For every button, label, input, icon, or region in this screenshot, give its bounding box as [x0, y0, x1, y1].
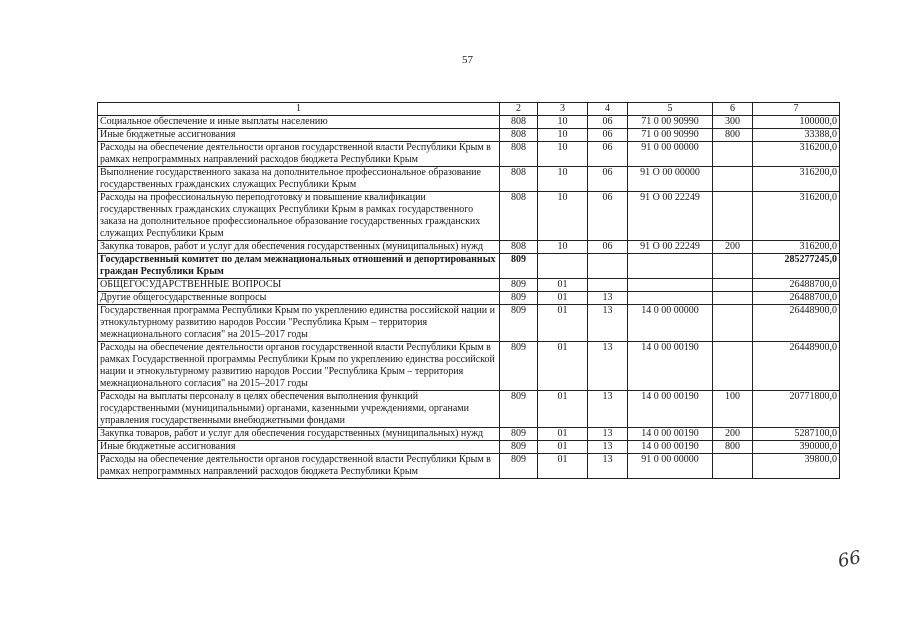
- row-name-cell: Расходы на обеспечение деятельности органов государственной власти Республики Крым в рамках Государственной программы Республики Крым по укреплению единства российской нации и этнокультурному развитию народов России "Республика Крым – территория межнационального согласия" на 2015–2017 годы: [98, 342, 500, 391]
- row-subsection-cell: 13: [588, 292, 628, 305]
- table-row: [98, 116, 840, 129]
- table-row: [98, 192, 840, 241]
- row-amount-cell: 39800,0: [753, 454, 840, 479]
- row-name-cell: Государственная программа Республики Крым по укреплению единства российской нации и этнокультурному развитию народов России "Республика Крым – территория межнационального согласия" на 2015–2017 годы: [98, 305, 500, 342]
- row-expense-type-cell: 100: [713, 391, 753, 428]
- row-expense-type-cell: 200: [713, 428, 753, 441]
- row-name-cell: Закупка товаров, работ и услуг для обеспечения государственных (муниципальных) нужд: [98, 428, 500, 441]
- row-expense-type-cell: [713, 454, 753, 479]
- row-expense-type-cell: [713, 305, 753, 342]
- row-subsection-cell: 06: [588, 167, 628, 192]
- row-amount-cell: 316200,0: [753, 241, 840, 254]
- table-row: [98, 305, 840, 342]
- handwritten-page-mark: 66: [836, 546, 863, 573]
- row-section-cell: 01: [538, 305, 588, 342]
- row-target-article-cell: 14 0 00 00190: [628, 391, 713, 428]
- row-admin-code-cell: 809: [500, 305, 538, 342]
- header-col-7: 7: [753, 103, 840, 116]
- row-amount-cell: 390000,0: [753, 441, 840, 454]
- header-col-5: 5: [628, 103, 713, 116]
- row-admin-code-cell: 808: [500, 167, 538, 192]
- row-amount-cell: 20771800,0: [753, 391, 840, 428]
- row-name-cell: Закупка товаров, работ и услуг для обеспечения государственных (муниципальных) нужд: [98, 241, 500, 254]
- table-row: [98, 342, 840, 391]
- row-admin-code-cell: 808: [500, 192, 538, 241]
- row-name-cell: Иные бюджетные ассигнования: [98, 441, 500, 454]
- row-section-cell: 01: [538, 391, 588, 428]
- row-target-article-cell: [628, 254, 713, 279]
- row-expense-type-cell: 800: [713, 129, 753, 142]
- row-section-cell: 10: [538, 241, 588, 254]
- budget-table: [97, 102, 840, 479]
- table-row: [98, 428, 840, 441]
- row-admin-code-cell: 808: [500, 142, 538, 167]
- row-subsection-cell: 06: [588, 142, 628, 167]
- row-admin-code-cell: 809: [500, 254, 538, 279]
- row-amount-cell: 26488700,0: [753, 279, 840, 292]
- header-col-4: 4: [588, 103, 628, 116]
- table-row: [98, 391, 840, 428]
- row-subsection-cell: [588, 254, 628, 279]
- row-target-article-cell: 91 О 00 00000: [628, 167, 713, 192]
- table-row: [98, 167, 840, 192]
- table-row: [98, 254, 840, 279]
- row-expense-type-cell: [713, 292, 753, 305]
- row-amount-cell: 316200,0: [753, 142, 840, 167]
- row-section-cell: 01: [538, 441, 588, 454]
- row-amount-cell: 100000,0: [753, 116, 840, 129]
- row-section-cell: 01: [538, 279, 588, 292]
- table-row: [98, 279, 840, 292]
- row-subsection-cell: 06: [588, 241, 628, 254]
- row-section-cell: 01: [538, 454, 588, 479]
- row-section-cell: 01: [538, 428, 588, 441]
- header-col-1: 1: [98, 103, 500, 116]
- row-admin-code-cell: 809: [500, 441, 538, 454]
- row-admin-code-cell: 809: [500, 454, 538, 479]
- row-admin-code-cell: 809: [500, 292, 538, 305]
- row-amount-cell: 26488700,0: [753, 292, 840, 305]
- table-row: [98, 292, 840, 305]
- row-subsection-cell: 13: [588, 391, 628, 428]
- row-subsection-cell: 13: [588, 305, 628, 342]
- row-expense-type-cell: [713, 167, 753, 192]
- row-subsection-cell: 13: [588, 342, 628, 391]
- row-target-article-cell: 14 0 00 00190: [628, 428, 713, 441]
- row-section-cell: 10: [538, 142, 588, 167]
- row-target-article-cell: 91 0 00 00000: [628, 142, 713, 167]
- table-row: [98, 241, 840, 254]
- row-expense-type-cell: [713, 279, 753, 292]
- row-subsection-cell: 13: [588, 441, 628, 454]
- row-name-cell: Государственный комитет по делам межнациональных отношений и депортированных граждан Республики Крым: [98, 254, 500, 279]
- row-subsection-cell: 06: [588, 129, 628, 142]
- row-target-article-cell: 14 0 00 00190: [628, 441, 713, 454]
- row-target-article-cell: [628, 292, 713, 305]
- row-expense-type-cell: 300: [713, 116, 753, 129]
- row-section-cell: 10: [538, 192, 588, 241]
- row-target-article-cell: 71 0 00 90990: [628, 129, 713, 142]
- row-amount-cell: 26448900,0: [753, 305, 840, 342]
- row-name-cell: Социальное обеспечение и иные выплаты населению: [98, 116, 500, 129]
- row-subsection-cell: [588, 279, 628, 292]
- row-target-article-cell: [628, 279, 713, 292]
- row-target-article-cell: 91 0 00 00000: [628, 454, 713, 479]
- row-expense-type-cell: [713, 192, 753, 241]
- table-row: [98, 441, 840, 454]
- row-admin-code-cell: 809: [500, 428, 538, 441]
- row-expense-type-cell: 200: [713, 241, 753, 254]
- row-subsection-cell: 06: [588, 116, 628, 129]
- row-expense-type-cell: [713, 254, 753, 279]
- row-section-cell: 10: [538, 167, 588, 192]
- table-row: [98, 129, 840, 142]
- row-section-cell: 01: [538, 342, 588, 391]
- row-name-cell: Иные бюджетные ассигнования: [98, 129, 500, 142]
- row-name-cell: Расходы на обеспечение деятельности органов государственной власти Республики Крым в рамках непрограммных направлений расходов бюджета Республики Крым: [98, 142, 500, 167]
- row-section-cell: 10: [538, 129, 588, 142]
- row-amount-cell: 33388,0: [753, 129, 840, 142]
- row-expense-type-cell: [713, 142, 753, 167]
- row-amount-cell: 316200,0: [753, 192, 840, 241]
- row-admin-code-cell: 808: [500, 241, 538, 254]
- row-amount-cell: 5287100,0: [753, 428, 840, 441]
- row-name-cell: Выполнение государственного заказа на дополнительное профессиональное образование государственных гражданских служащих Республики Крым: [98, 167, 500, 192]
- row-subsection-cell: 06: [588, 192, 628, 241]
- header-col-2: 2: [500, 103, 538, 116]
- row-admin-code-cell: 808: [500, 129, 538, 142]
- row-subsection-cell: 13: [588, 428, 628, 441]
- table-body: [98, 116, 840, 479]
- row-amount-cell: 26448900,0: [753, 342, 840, 391]
- row-name-cell: Расходы на обеспечение деятельности органов государственной власти Республики Крым в рамках непрограммных направлений расходов бюджета Республики Крым: [98, 454, 500, 479]
- row-name-cell: Расходы на выплаты персоналу в целях обеспечения выполнения функций государственными (муниципальными) органами, казенными учреждениями, органами управления государственными внебюджетными фондами: [98, 391, 500, 428]
- row-admin-code-cell: 809: [500, 391, 538, 428]
- row-section-cell: 10: [538, 116, 588, 129]
- header-col-6: 6: [713, 103, 753, 116]
- row-subsection-cell: 13: [588, 454, 628, 479]
- row-admin-code-cell: 808: [500, 116, 538, 129]
- row-expense-type-cell: 800: [713, 441, 753, 454]
- row-name-cell: Другие общегосударственные вопросы: [98, 292, 500, 305]
- row-amount-cell: 285277245,0: [753, 254, 840, 279]
- table-row: [98, 142, 840, 167]
- row-target-article-cell: 14 0 00 00000: [628, 305, 713, 342]
- row-admin-code-cell: 809: [500, 279, 538, 292]
- row-name-cell: Расходы на профессиональную переподготовку и повышение квалификации государственных гражданских служащих Республики Крым в рамках государственного заказа на дополнительное профессиональное образование государственных гражданских служащих Республики Крым: [98, 192, 500, 241]
- row-target-article-cell: 14 0 00 00190: [628, 342, 713, 391]
- page-number: 57: [462, 54, 473, 66]
- row-section-cell: [538, 254, 588, 279]
- row-expense-type-cell: [713, 342, 753, 391]
- header-col-3: 3: [538, 103, 588, 116]
- row-section-cell: 01: [538, 292, 588, 305]
- row-target-article-cell: 91 О 00 22249: [628, 192, 713, 241]
- row-admin-code-cell: 809: [500, 342, 538, 391]
- row-target-article-cell: 91 О 00 22249: [628, 241, 713, 254]
- table-row: [98, 454, 840, 479]
- row-target-article-cell: 71 0 00 90990: [628, 116, 713, 129]
- row-name-cell: ОБЩЕГОСУДАРСТВЕННЫЕ ВОПРОСЫ: [98, 279, 500, 292]
- table-header-row: [98, 103, 840, 116]
- row-amount-cell: 316200,0: [753, 167, 840, 192]
